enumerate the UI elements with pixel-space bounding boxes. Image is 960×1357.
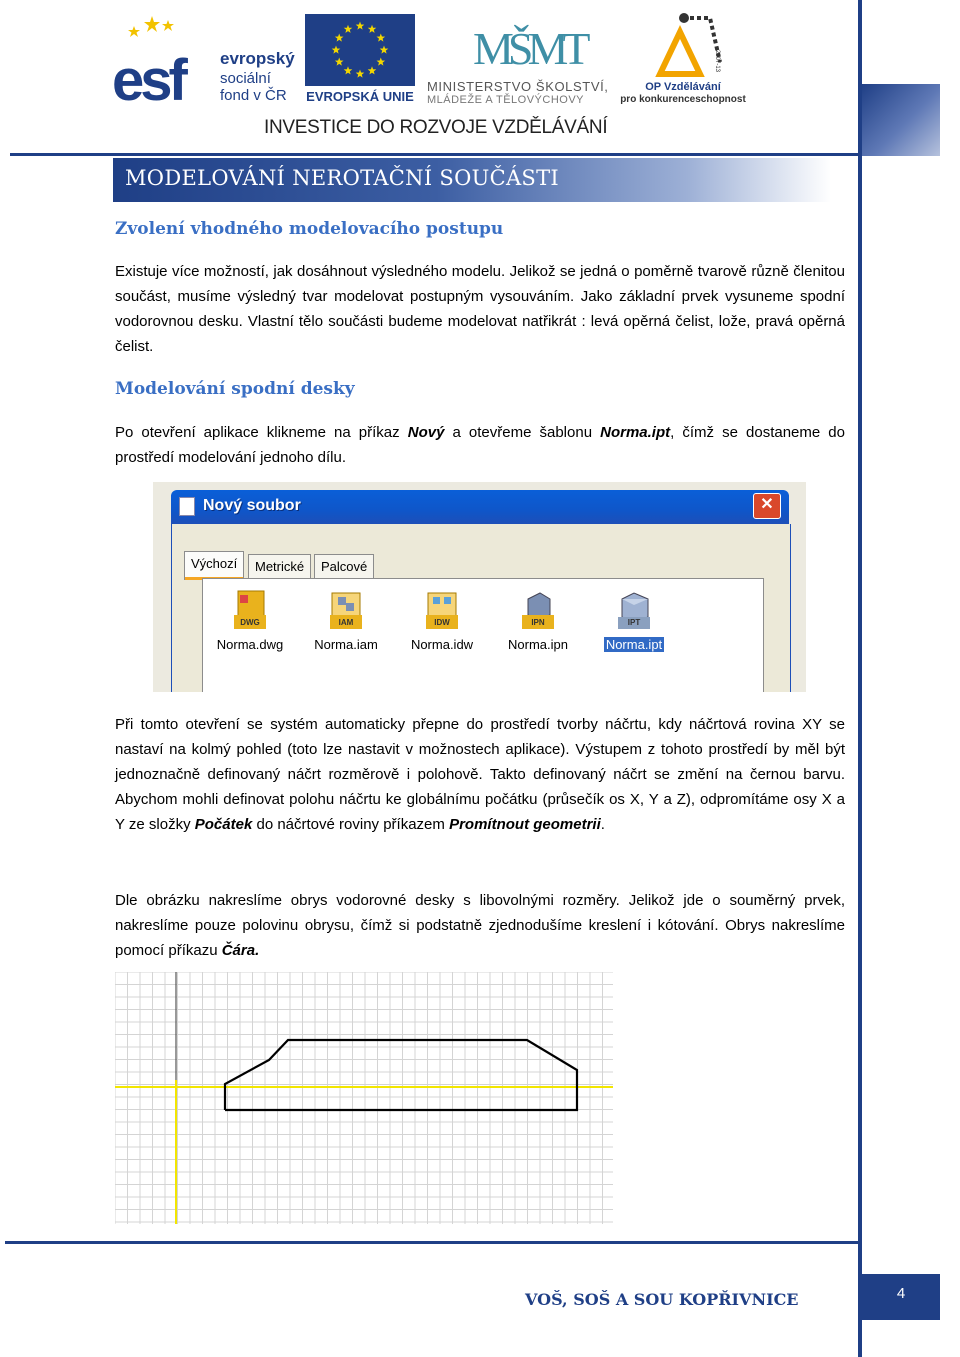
- text-run: a otevřeme šablonu: [444, 424, 601, 441]
- footer-rule: [5, 1241, 858, 1244]
- ipn-file-icon: [520, 589, 556, 629]
- op-line2: pro konkurenceschopnost: [620, 94, 746, 104]
- op-vzdelavani-logo: [620, 12, 746, 104]
- chapter-title: MODELOVÁNÍ NEROTAČNÍ SOUČÁSTI: [125, 166, 560, 190]
- esf-line2: sociální: [220, 70, 271, 87]
- text-run: do náčrtové roviny příkazem: [252, 816, 450, 833]
- iam-file-icon: [328, 589, 364, 629]
- file-label: Norma.ipn: [508, 637, 568, 652]
- esf-line3: fond v ČR: [220, 87, 287, 104]
- file-norma-ipt[interactable]: [589, 589, 679, 654]
- tab-palcove[interactable]: Palcové: [314, 554, 374, 579]
- header-rule: [10, 153, 858, 156]
- file-type-tag: IDW: [434, 618, 450, 627]
- msmt-line2: MLÁDEŽE A TĚLOVÝCHOVY: [427, 94, 585, 104]
- dwg-file-icon: [232, 589, 268, 629]
- file-type-tag: IPT: [627, 618, 641, 627]
- file-label: Norma.dwg: [216, 637, 284, 652]
- sketch-grid-figure: [115, 972, 613, 1224]
- msmt-logo: [425, 12, 615, 104]
- paragraph-draw-outline: [115, 888, 845, 963]
- section-heading-postup: Zvolení vhodného modelovacího postupu: [115, 219, 504, 239]
- folder-pocatek: Počátek: [194, 816, 253, 833]
- dialog-screenshot: [153, 482, 806, 692]
- dialog-body: [171, 524, 791, 692]
- footer-school: VOŠ, SOŠ A SOU KOPŘIVNICE: [525, 1290, 799, 1309]
- file-norma-idw[interactable]: [397, 589, 487, 654]
- tab-metricke[interactable]: Metrické: [248, 554, 311, 579]
- paragraph-open-template: [115, 420, 845, 470]
- command-promitnout: Promítnout geometrii: [449, 816, 601, 833]
- file-type-tag: DWG: [240, 618, 260, 627]
- esf-logo: [112, 12, 302, 104]
- dialog-title: Nový soubor: [203, 497, 301, 514]
- tab-vychozi[interactable]: Výchozí: [184, 551, 244, 580]
- file-label-selected: Norma.ipt: [605, 637, 663, 652]
- section-heading-deska: Modelování spodní desky: [115, 379, 355, 399]
- ipt-file-icon: [616, 589, 652, 629]
- paragraph-intro: Existuje více možností, jak dosáhnout výsledného modelu. Jelikož se jedná o poměrně tvarově různě členitou součást, musíme výsledný tvar modelovat postupným vysouváním. Jako základní prvek vysuneme spodní vodorovnou desku. Vlastní tělo součásti budeme modelovat natřikrát : levá opěrná čelist, lože, pravá opěrná čelist.: [115, 263, 845, 355]
- op-line1: OP Vzdělávání: [645, 81, 721, 93]
- command-cara: Čára.: [221, 942, 260, 959]
- msmt-mark: MŠMT: [473, 23, 585, 74]
- file-label: Norma.idw: [410, 637, 474, 652]
- text-run: , čímž se dostaneme do prostředí modelování jednoho dílu.: [115, 424, 845, 466]
- text-run: .: [600, 816, 605, 833]
- investice-tagline: INVESTICE DO ROZVOJE VZDĚLÁVÁNÍ: [264, 117, 608, 138]
- file-type-tag: IPN: [531, 618, 545, 627]
- text-run: Při tomto otevření se systém automaticky přepne do prostředí tvorby náčrtu, kdy náčrtová rovina XY se nastaví na kolmý pohled (toto lze nastavit v možnostech aplikace). Výstupem z tohoto prostředí by měl být jednoznačně definovaný náčrt rozměrově i polohově. Takto definovaný náčrt se změní na černou barvu. Abychom mohli definovat polohu náčrtu ke globálnímu počátku (průsečík os X, Y a Z), odpromítáme osy X a Y ze složky: [115, 716, 845, 833]
- template-panel: [202, 578, 764, 692]
- template-norma-ipt: Norma.ipt: [600, 424, 671, 441]
- idw-file-icon: [424, 589, 460, 629]
- text-run: Po otevření aplikace klikneme na příkaz: [115, 424, 408, 441]
- corner-decoration: [862, 84, 940, 156]
- msmt-line1: MINISTERSTVO ŠKOLSTVÍ,: [427, 79, 609, 94]
- file-norma-ipn[interactable]: [493, 589, 583, 654]
- command-novy: Nový: [407, 424, 445, 441]
- op-year: 2007-13: [714, 50, 720, 73]
- file-type-tag: IAM: [338, 618, 354, 627]
- chapter-title-bar: [113, 158, 831, 202]
- close-button[interactable]: ✕: [753, 493, 781, 519]
- esf-mark: esf: [112, 48, 184, 104]
- eu-label: EVROPSKÁ UNIE: [306, 89, 414, 104]
- text-run: Dle obrázku nakreslíme obrys vodorovné desky s libovolnými rozměry. Jelikož jde o souměrný prvek, nakreslíme pouze polovinu obrysu, čímž si podstatně zjednodušíme kreslení i kótování. Obrys nakreslíme pomocí příkazu: [115, 892, 845, 959]
- paragraph-sketch-environment: [115, 712, 845, 837]
- dialog-titlebar: [171, 490, 789, 524]
- eu-flag-logo: [305, 12, 417, 104]
- esf-line1: evropský: [220, 49, 295, 68]
- right-vertical-rule: [858, 0, 862, 1357]
- file-norma-dwg[interactable]: [205, 589, 295, 654]
- new-file-icon: [179, 497, 195, 516]
- file-label: Norma.iam: [314, 637, 378, 652]
- file-norma-iam[interactable]: [301, 589, 391, 654]
- page-number: 4: [862, 1274, 940, 1320]
